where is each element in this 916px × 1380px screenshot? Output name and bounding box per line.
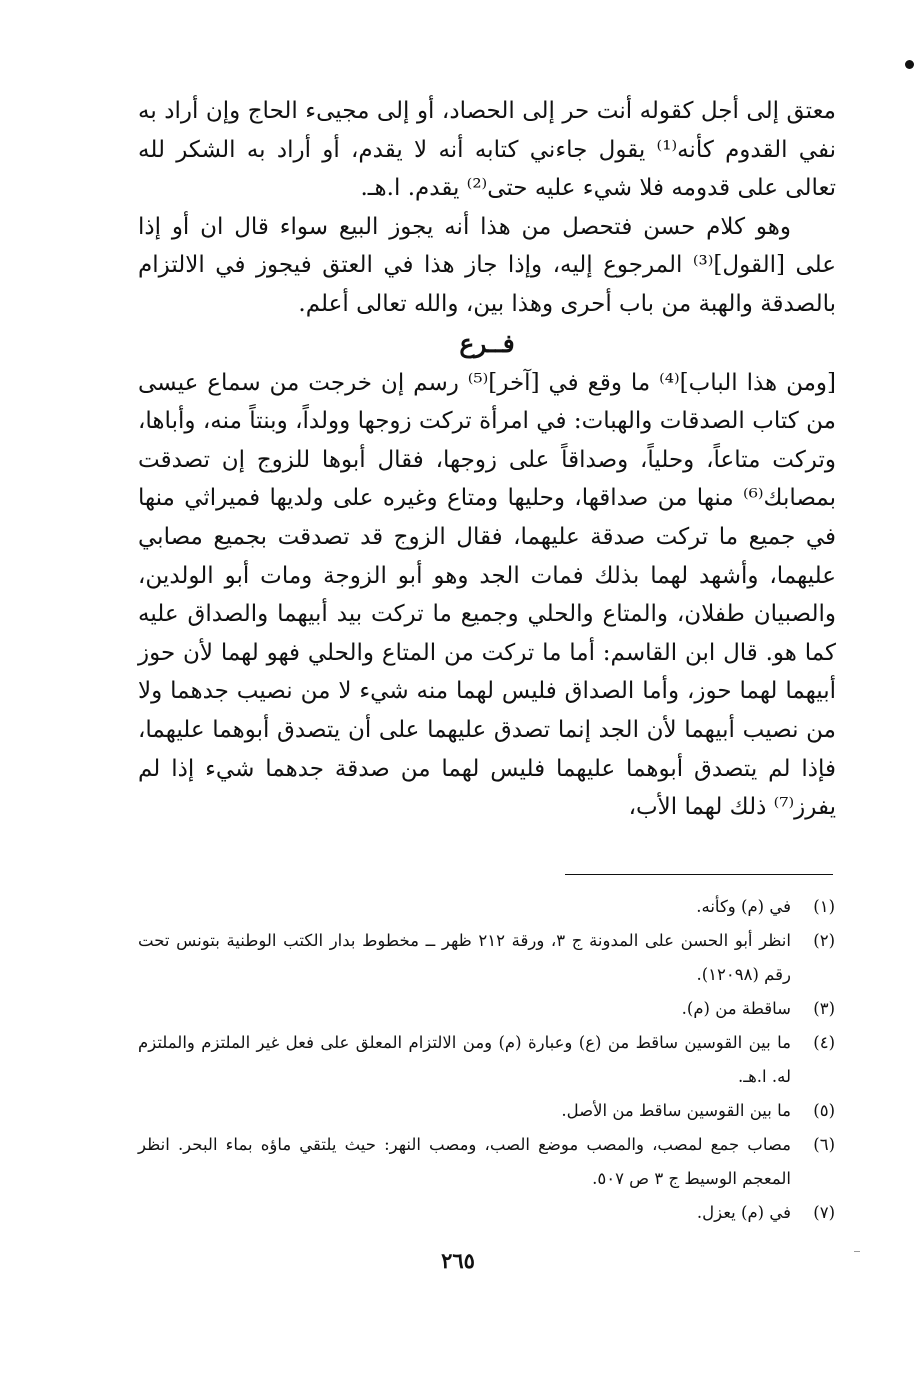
- footnote-number: (١): [813, 897, 835, 916]
- footnote-number: (٣): [813, 999, 835, 1018]
- footnote-6: [138, 1128, 835, 1196]
- footnote-7: [138, 1196, 835, 1230]
- footnote-number: (٤): [813, 1033, 835, 1052]
- footnotes: [138, 890, 835, 1230]
- paragraph-1: معتق إلى أجل كقوله أنت حر إلى الحصاد، أو إلى مجيىء الحاج وإن أراد به نفي القدوم كأنه⁽¹⁾ يقول جاءني كتابه أنه لا يقدم، أو أراد به الشكر لله تعالى على قدومه فلا شيء عليه حتى⁽²⁾ يقدم. ا.هـ.: [138, 98, 837, 202]
- main-text: [138, 92, 836, 827]
- footnote-number: (٧): [813, 1203, 835, 1222]
- paragraph-2: وهو كلام حسن فتحصل من هذا أنه يجوز البيع سواء قال ان أو إذا على [القول]⁽³⁾ المرجوع إليه، وإذا جاز هذا في العتق فيجوز في الالتزام بالصدقة والهبة من باب أحرى وهذا بين، والله تعالى أعلم.: [138, 213, 836, 317]
- paragraph-3: [ومن هذا الباب]⁽⁴⁾ ما وقع في [آخر]⁽⁵⁾ رسم إن خرجت من سماع عيسى من كتاب الصدقات والهبات: في امرأة تركت زوجها وولداً، وبنتاً منه، وأباها، وتركت متاعاً، وحلياً، وصداقاً على زوجها، فقال أبوها للزوج إن تصدقت بمصابك⁽⁶⁾ منها من صداقها، وحليها ومتاع وغيره على ولديها فميراثي منها في جميع ما تركت صدقة عليهما، فقال الزوج قد تصدقت بجميع مصابي عليهما، وأشهد لهما بذلك فمات الجد وهو أبو الزوجة ومات أبو الولدين، والصبيان طفلان، والمتاع والحلي وجميع ما تركت بيد أبيهما والصداق عليه كما هو. قال ابن القاسم: أما ما تركت من المتاع والحلي فهو لهما لأن حوز أبيهما لهما حوز، وأما الصداق فليس لهما منه شيء لا من نصيب جدهما ولا من نصيب أبيهما لأن الجد إنما تصدق عليهما على أن يتصدق أبوهما عليهما، فإذا لم يتصدق أبوهما عليهما فليس لهما من صدقة جدهما شيء إذا لم يفرز⁽⁷⁾ ذلك لهما الأب،: [138, 369, 837, 821]
- section-heading: فــرع: [459, 328, 515, 358]
- footnote-number: (٢): [813, 931, 835, 950]
- footnote-text: في (م) يعزل.: [696, 1203, 791, 1222]
- footnote-text: ما بين القوسين ساقط من الأصل.: [561, 1101, 791, 1120]
- footnote-2: [138, 924, 835, 992]
- footnote-text: ما بين القوسين ساقط من (ع) وعبارة (م) ومن الالتزام المعلق على فعل غير الملتزم والملتزم له. ا.هـ.: [138, 1033, 791, 1086]
- footnote-3: [138, 992, 835, 1026]
- footnote-1: [138, 890, 835, 924]
- footnote-separator: [565, 874, 833, 875]
- footnote-5: [138, 1094, 835, 1128]
- margin-tick: [854, 1251, 860, 1252]
- footnote-text: ساقطة من (م).: [681, 999, 791, 1018]
- footnote-4: [138, 1026, 835, 1094]
- footnote-text: في (م) وكأنه.: [696, 897, 791, 916]
- footnote-number: (٦): [813, 1135, 835, 1154]
- footnote-text: مصاب جمع لمصب، والمصب موضع الصب، ومصب النهر: حيث يلتقي ماؤه بماء البحر. انظر المعجم الوسيط ج ٣ ص ٥٠٧.: [138, 1135, 791, 1188]
- footnote-text: انظر أبو الحسن على المدونة ج ٣، ورقة ٢١٢ ظهر ــ مخطوط بدار الكتب الوطنية بتونس تحت رقم (١٢٠٩٨).: [138, 931, 791, 984]
- margin-dot: [905, 60, 914, 69]
- footnote-number: (٥): [813, 1101, 835, 1120]
- page-number: ٢٦٥: [441, 1248, 475, 1273]
